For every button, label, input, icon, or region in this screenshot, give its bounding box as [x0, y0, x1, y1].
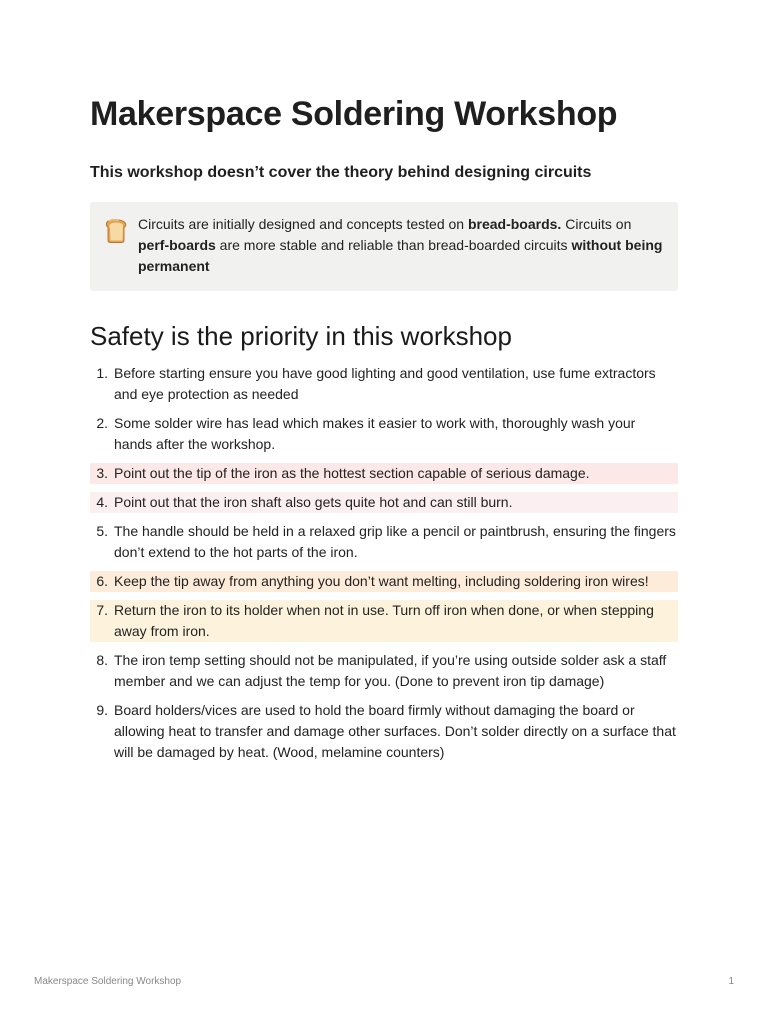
callout-text — [138, 214, 664, 277]
safety-list — [90, 363, 678, 763]
list-item-text: Return the iron to its holder when not in use. Turn off iron when done, or when stepping away from iron. — [114, 602, 654, 639]
list-item-text: Point out that the iron shaft also gets quite hot and can still burn. — [114, 494, 513, 510]
list-item-number: 7. — [96, 602, 108, 618]
callout-bold-text: perf-boards — [138, 237, 216, 253]
document-body — [90, 92, 678, 771]
list-item-text: Keep the tip away from anything you don’t want melting, including soldering iron wires! — [114, 573, 649, 589]
list-item — [90, 650, 678, 692]
list-item-text: The handle should be held in a relaxed grip like a pencil or paintbrush, ensuring the fingers don’t extend to the hot parts of the iron. — [114, 523, 676, 560]
list-item-text: Some solder wire has lead which makes it easier to work with, thoroughly wash your hands after the workshop. — [114, 415, 636, 452]
callout-bold-text: bread-boards. — [467, 216, 562, 232]
callout-box — [90, 202, 678, 291]
page-title: Makerspace Soldering Workshop — [90, 95, 618, 133]
list-item — [90, 413, 678, 455]
list-item-text: Point out the tip of the iron as the hottest section capable of serious damage. — [114, 465, 590, 481]
list-item-text: Before starting ensure you have good lighting and good ventilation, use fume extractors and eye protection as needed — [114, 365, 656, 402]
callout-text-segment: Circuits are initially designed and concepts tested on — [138, 216, 468, 232]
list-item-number: 6. — [96, 573, 108, 589]
list-item — [90, 492, 678, 513]
section-heading-safety: Safety is the priority in this workshop — [90, 321, 512, 351]
footer-document-title: Makerspace Soldering Workshop — [34, 976, 182, 987]
list-item-number: 5. — [96, 523, 108, 539]
callout-bold-text: without being permanent — [138, 237, 663, 274]
list-item — [90, 700, 678, 763]
list-item — [90, 600, 678, 642]
list-item — [90, 521, 678, 563]
list-item-text: Board holders/vices are used to hold the board firmly without damaging the board or allowing heat to transfer and damage other surfaces. Don’t solder directly on a surface that will be damaged by heat. (Wood, melamine counters) — [114, 702, 676, 760]
list-item — [90, 571, 678, 592]
list-item — [90, 363, 678, 405]
list-item-number: 4. — [96, 494, 108, 510]
page-subtitle: This workshop doesn’t cover the theory behind designing circuits — [90, 164, 592, 181]
footer-page-number: 1 — [728, 976, 734, 987]
list-item-number: 1. — [96, 365, 108, 381]
callout-text-segment: are more stable and reliable than bread-boarded circuits — [215, 237, 572, 253]
list-item-number: 3. — [96, 465, 108, 481]
callout-text-segment: Circuits on — [561, 216, 632, 232]
list-item — [90, 463, 678, 484]
list-item-number: 9. — [96, 702, 108, 718]
list-item-number: 8. — [96, 652, 108, 668]
bread-icon — [104, 218, 128, 244]
list-item-text: The iron temp setting should not be manipulated, if you’re using outside solder ask a staff member and we can adjust the temp for you. (Done to prevent iron tip damage) — [114, 652, 667, 689]
list-item-number: 2. — [96, 415, 108, 431]
